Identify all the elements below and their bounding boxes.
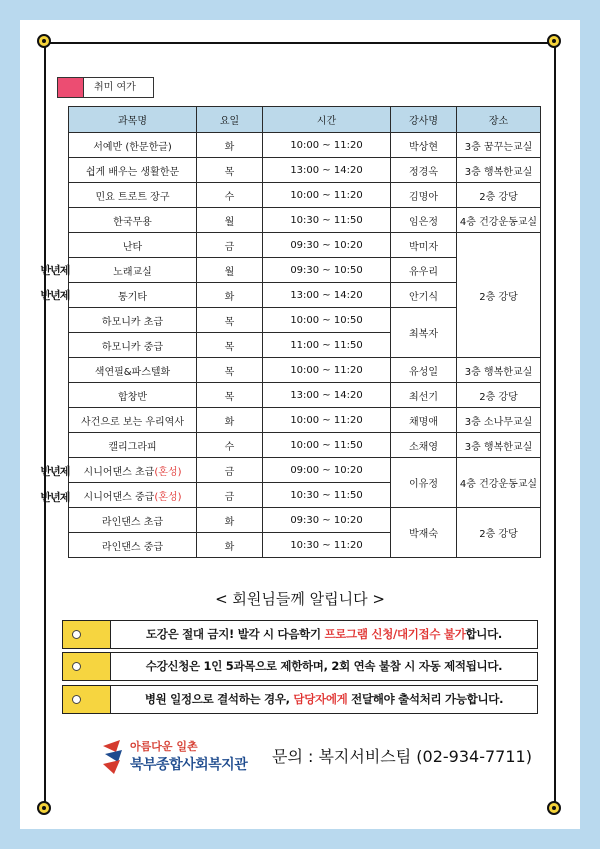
cell-day: 금 xyxy=(197,233,263,258)
cell-subject: 민요 트로트 장구 xyxy=(69,183,197,208)
cell-time: 13:00 ~ 14:20 xyxy=(263,158,391,183)
table-row xyxy=(69,408,541,433)
subject-note: (혼성) xyxy=(154,466,182,478)
table-row xyxy=(69,358,541,383)
subject-text: 시니어댄스 초급 xyxy=(83,466,155,478)
notice-item xyxy=(62,685,538,714)
bullet-icon xyxy=(72,662,81,671)
cell-subject: 난타 xyxy=(69,233,197,258)
cell-day: 월 xyxy=(197,208,263,233)
cell-place: 3층 행복한교실 xyxy=(457,358,541,383)
cell-day: 화 xyxy=(197,533,263,558)
cell-teacher: 채명애 xyxy=(391,408,457,433)
table-row xyxy=(69,458,541,483)
half-year-stamp xyxy=(28,486,82,508)
cell-day: 월 xyxy=(197,258,263,283)
cell-teacher: 유우리 xyxy=(391,258,457,283)
header-teacher: 강사명 xyxy=(391,107,457,133)
half-year-stamp xyxy=(28,284,82,306)
category-label xyxy=(57,77,154,98)
cell-time: 09:00 ~ 10:20 xyxy=(263,458,391,483)
cell-subject xyxy=(69,458,197,483)
cell-subject: 색연필&파스텔화 xyxy=(69,358,197,383)
cell-place: 3층 행복한교실 xyxy=(457,433,541,458)
cell-subject xyxy=(69,483,197,508)
notice-text-part: 수강신청은 1인 5과목으로 제한하며, 2회 연속 불참 시 자동 제적됩니다. xyxy=(145,659,503,673)
notice-item xyxy=(62,652,538,681)
half-year-stamp-text: 반년제 xyxy=(40,491,70,504)
cell-day: 화 xyxy=(197,283,263,308)
table-row xyxy=(69,133,541,158)
cell-teacher: 소채영 xyxy=(391,433,457,458)
cell-time: 10:00 ~ 11:20 xyxy=(263,408,391,433)
notice-text-part: 합니다. xyxy=(465,627,502,641)
cell-time: 11:00 ~ 11:50 xyxy=(263,333,391,358)
cell-place: 2층 강당 xyxy=(457,383,541,408)
cell-teacher: 박재숙 xyxy=(391,508,457,558)
pin-icon-bottom-left xyxy=(37,801,51,815)
pin-icon-top-right xyxy=(547,34,561,48)
cell-subject: 노래교실 xyxy=(69,258,197,283)
notice-tab xyxy=(63,621,111,648)
notice-text-part: 전달해야 출석처리 가능합니다. xyxy=(347,692,504,706)
cell-subject: 사건으로 보는 우리역사 xyxy=(69,408,197,433)
notice-text xyxy=(111,653,537,680)
cell-subject: 라인댄스 중급 xyxy=(69,533,197,558)
cell-teacher: 이유정 xyxy=(391,458,457,508)
notice-text xyxy=(111,621,537,648)
category-text: 취미 여가 xyxy=(94,82,136,93)
cell-day: 목 xyxy=(197,383,263,408)
cell-place: 3층 행복한교실 xyxy=(457,158,541,183)
cell-place: 2층 강당 xyxy=(457,233,541,358)
logo-tagline: 아름다운 일촌 xyxy=(130,740,198,753)
logo-name: 북부종합사회복지관 xyxy=(130,757,248,773)
cell-subject: 통기타 xyxy=(69,283,197,308)
cell-day: 목 xyxy=(197,158,263,183)
cell-time: 13:00 ~ 14:20 xyxy=(263,283,391,308)
table-header-row xyxy=(69,107,541,133)
schedule-table xyxy=(68,106,541,558)
table-row xyxy=(69,158,541,183)
cell-time: 10:00 ~ 11:20 xyxy=(263,183,391,208)
cell-place: 3층 꿈꾸는교실 xyxy=(457,133,541,158)
bullet-icon xyxy=(72,630,81,639)
notice-text-part: 병원 일정으로 결석하는 경우, xyxy=(144,692,294,706)
cell-time: 09:30 ~ 10:20 xyxy=(263,508,391,533)
cell-time: 10:30 ~ 11:50 xyxy=(263,208,391,233)
cell-teacher: 김명아 xyxy=(391,183,457,208)
hanging-string-top xyxy=(46,42,554,44)
cell-teacher: 임은정 xyxy=(391,208,457,233)
cell-time: 10:00 ~ 11:50 xyxy=(263,433,391,458)
cell-subject: 한국무용 xyxy=(69,208,197,233)
notice-title: < 회원님들께 알립니다 > xyxy=(215,590,385,608)
cell-place: 4층 건강운동교실 xyxy=(457,208,541,233)
cell-day: 목 xyxy=(197,308,263,333)
table-row xyxy=(69,233,541,258)
cell-teacher: 정경옥 xyxy=(391,158,457,183)
cell-time: 09:30 ~ 10:20 xyxy=(263,233,391,258)
category-swatch xyxy=(58,78,84,97)
cell-subject: 하모니카 초급 xyxy=(69,308,197,333)
cell-place: 2층 강당 xyxy=(457,508,541,558)
subject-note: (혼성) xyxy=(154,491,182,503)
bullet-icon xyxy=(72,695,81,704)
table-row xyxy=(69,433,541,458)
cell-time: 09:30 ~ 10:50 xyxy=(263,258,391,283)
notice-item xyxy=(62,620,538,649)
cell-teacher: 최복자 xyxy=(391,308,457,358)
cell-day: 화 xyxy=(197,408,263,433)
pin-icon-bottom-right xyxy=(547,801,561,815)
table-row xyxy=(69,183,541,208)
header-day: 요일 xyxy=(197,107,263,133)
cell-day: 수 xyxy=(197,183,263,208)
cell-teacher: 최선기 xyxy=(391,383,457,408)
cell-time: 13:00 ~ 14:20 xyxy=(263,383,391,408)
cell-day: 목 xyxy=(197,333,263,358)
notice-text-part: 도강은 절대 금지! 발각 시 다음학기 xyxy=(145,627,325,641)
header-time: 시간 xyxy=(263,107,391,133)
notice-tab xyxy=(63,686,111,713)
cell-subject: 합창반 xyxy=(69,383,197,408)
half-year-stamp-text: 반년제 xyxy=(40,264,70,277)
cell-time: 10:00 ~ 10:50 xyxy=(263,308,391,333)
cell-time: 10:30 ~ 11:50 xyxy=(263,483,391,508)
half-year-stamp xyxy=(28,259,82,281)
cell-time: 10:30 ~ 11:20 xyxy=(263,533,391,558)
cell-subject: 서예반 (한문한글) xyxy=(69,133,197,158)
logo-mark-icon xyxy=(100,738,126,778)
cell-subject: 라인댄스 초급 xyxy=(69,508,197,533)
header-subject: 과목명 xyxy=(69,107,197,133)
hanging-string-right xyxy=(554,45,556,810)
cell-subject: 쉽게 배우는 생활한문 xyxy=(69,158,197,183)
notice-highlight: 담당자에게 xyxy=(293,692,348,706)
cell-place: 2층 강당 xyxy=(457,183,541,208)
hanging-string-left xyxy=(44,45,46,810)
cell-day: 화 xyxy=(197,508,263,533)
pin-icon-top-left xyxy=(37,34,51,48)
header-place: 장소 xyxy=(457,107,541,133)
cell-teacher: 박상현 xyxy=(391,133,457,158)
organization-logo xyxy=(100,736,260,780)
subject-text: 시니어댄스 중급 xyxy=(83,491,155,503)
cell-day: 화 xyxy=(197,133,263,158)
cell-subject: 캘리그라피 xyxy=(69,433,197,458)
contact-info: 문의 : 복지서비스팀 (02-934-7711) xyxy=(272,747,532,766)
half-year-stamp-text: 반년제 xyxy=(40,289,70,302)
table-row xyxy=(69,208,541,233)
cell-time: 10:00 ~ 11:20 xyxy=(263,358,391,383)
table-row xyxy=(69,508,541,533)
notice-highlight: 프로그램 신청/대기접수 불가 xyxy=(324,627,466,641)
cell-day: 금 xyxy=(197,483,263,508)
cell-place: 4층 건강운동교실 xyxy=(457,458,541,508)
cell-day: 목 xyxy=(197,358,263,383)
cell-teacher: 유성일 xyxy=(391,358,457,383)
cell-day: 수 xyxy=(197,433,263,458)
notice-tab xyxy=(63,653,111,680)
notice-text xyxy=(111,686,537,713)
cell-place: 3층 소나무교실 xyxy=(457,408,541,433)
cell-time: 10:00 ~ 11:20 xyxy=(263,133,391,158)
cell-teacher: 박미자 xyxy=(391,233,457,258)
table-row xyxy=(69,383,541,408)
half-year-stamp xyxy=(28,460,82,482)
cell-day: 금 xyxy=(197,458,263,483)
cell-teacher: 안기식 xyxy=(391,283,457,308)
cell-subject: 하모니카 중급 xyxy=(69,333,197,358)
half-year-stamp-text: 반년제 xyxy=(40,465,70,478)
